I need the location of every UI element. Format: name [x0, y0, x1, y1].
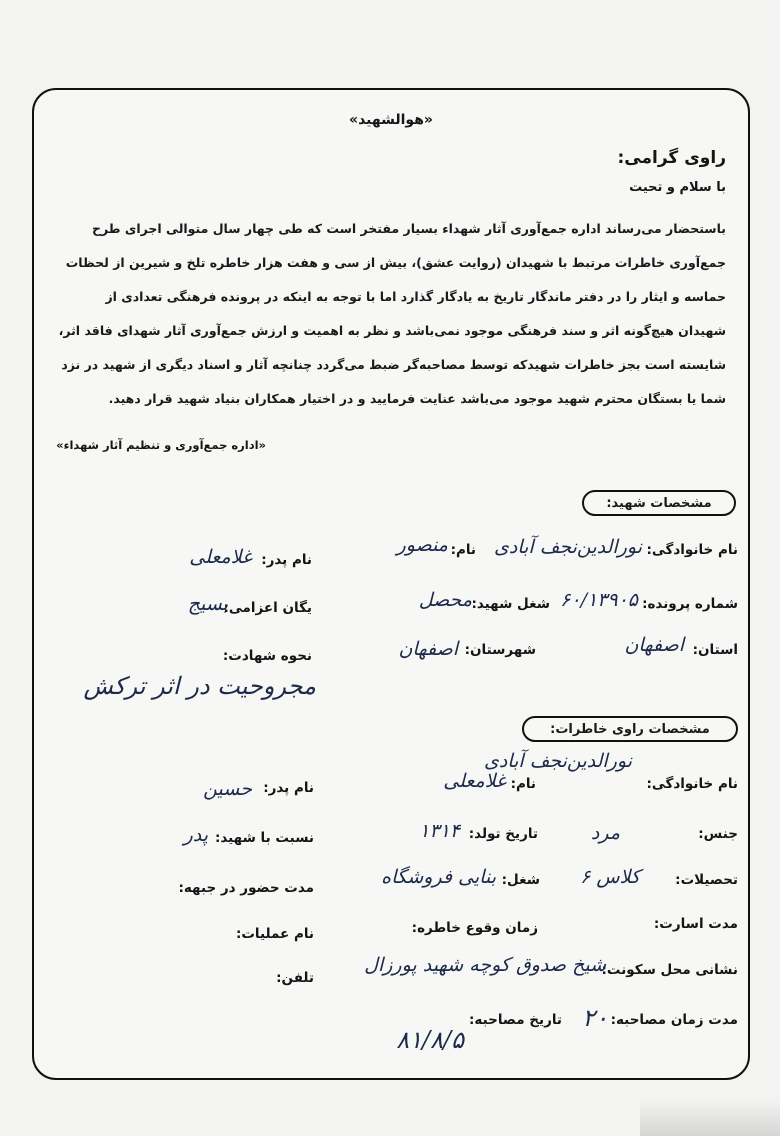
martyr-job-label: شغل شهید: — [471, 596, 550, 612]
narrator-address-label: نشانی محل سکونت: — [601, 962, 738, 978]
narrator-date-value: ۸۱/۸/۵ — [396, 1026, 464, 1054]
martyr-city-value: اصفهان — [398, 638, 458, 660]
martyr-manner-label: نحوه شهادت: — [222, 648, 312, 664]
narrator-address-value: شیخ صدوق کوچه شهید پورزال — [364, 954, 606, 976]
narrator-education-value: کلاس ۶ — [580, 866, 640, 888]
martyr-province-label: استان: — [692, 642, 738, 658]
martyr-unit-label: یگان اعزامی: — [223, 600, 312, 616]
narrator-operation-label: نام عملیات: — [235, 926, 314, 942]
letter-line: شهیدان هیچ‌گونه اثر و سند فرهنگی موجود نمی‌باشد و نظر به اهمیت و ارزش جمع‌آوری آثار شهدای فاقد اثر، — [58, 323, 726, 338]
letter-line: شایسته است بجز خاطرات شهیدکه توسط مصاحبه‌گر ضبط می‌گردد چنانچه آثار و اسناد دیگری از شهید در نزد — [61, 357, 726, 372]
narrator-memory-time-label: زمان وقوع خاطره: — [411, 920, 538, 936]
narrator-gender-label: جنس: — [698, 826, 738, 842]
scan-edge-shadow — [640, 1100, 780, 1136]
martyr-section-heading: مشخصات شهید: — [582, 490, 736, 516]
narrator-phone-label: تلفن: — [276, 970, 314, 986]
narrator-captivity-label: مدت اسارت: — [653, 916, 738, 932]
letter-line: شما یا بستگان محترم شهید موجود می‌باشد عنایت فرمایید و در اختیار همکاران بنیاد شهید قرار دهید. — [108, 391, 726, 406]
narrator-name-label: نام: — [510, 776, 536, 792]
letter-line: باستحضار می‌رساند اداره جمع‌آوری آثار شهداء بسیار مفتخر است که طی چهار سال متوالی اجرای طرح — [91, 221, 726, 236]
martyr-unit-value: بسیج — [187, 593, 228, 615]
form-frame — [32, 88, 750, 1080]
narrator-relation-label: نسبت با شهید: — [214, 830, 314, 846]
martyr-family-value: نورالدین‌نجف آبادی — [493, 536, 642, 558]
form-title: «هوالشهيد» — [349, 112, 433, 128]
martyr-manner-value: مجروحیت در اثر ترکش — [83, 672, 316, 700]
narrator-family-value: نورالدین‌نجف آبادی — [483, 750, 632, 772]
narrator-duration-label: مدت زمان مصاحبه: — [610, 1012, 738, 1028]
narrator-education-label: تحصیلات: — [675, 872, 738, 888]
martyr-file-value: ۶۰/۱۳۹۰۵ — [560, 589, 638, 611]
narrator-birth-label: تاریخ تولد: — [468, 826, 538, 842]
narrator-job-label: شغل: — [501, 872, 540, 888]
martyr-name-label: نام: — [450, 542, 476, 558]
narrator-section-heading: مشخصات راوی خاطرات: — [522, 716, 738, 742]
narrator-job-value: بنایی فروشگاه — [381, 866, 496, 888]
martyr-father-value: غلامعلی — [189, 546, 252, 568]
narrator-father-value: حسین — [203, 778, 252, 800]
martyr-province-value: اصفهان — [624, 634, 684, 656]
narrator-relation-value: پدر — [183, 824, 208, 846]
letter-line: حماسه و ایثار را در دفتر ماندگار تاریخ به یادگار گذارد اما با توجه به اینکه در پرونده فرهنگی تعدادی از — [105, 289, 726, 304]
narrator-date-label: تاریخ مصاحبه: — [469, 1012, 562, 1028]
narrator-family-label: نام خانوادگی: — [646, 776, 738, 792]
narrator-gender-value: مرد — [590, 822, 620, 844]
martyr-family-label: نام خانوادگی: — [646, 542, 738, 558]
martyr-father-label: نام پدر: — [261, 552, 312, 568]
martyr-job-value: محصل — [418, 589, 472, 611]
martyr-file-label: شماره پرونده: — [642, 596, 738, 612]
narrator-front-label: مدت حضور در جبهه: — [178, 880, 314, 896]
martyr-name-value: منصور — [396, 534, 448, 556]
letter-line: جمع‌آوری خاطرات مرتبط با شهیدان (روایت عشق)، بیش از سی و هفت هزار خاطره تلخ و شیرین از لحظات — [65, 255, 726, 270]
office-signature: «اداره جمع‌آوری و تنظیم آثار شهداء» — [56, 438, 266, 452]
narrator-name-value: غلامعلی — [443, 770, 506, 792]
narrator-father-label: نام پدر: — [263, 780, 314, 796]
martyr-city-label: شهرستان: — [464, 642, 536, 658]
narrator-birth-value: ۱۳۱۴ — [419, 820, 460, 842]
greeting: با سلام و تحیت — [629, 180, 726, 195]
narrator-duration-value: ۲۰ — [582, 1004, 608, 1032]
salutation-title: راوی گرامی: — [617, 148, 726, 168]
